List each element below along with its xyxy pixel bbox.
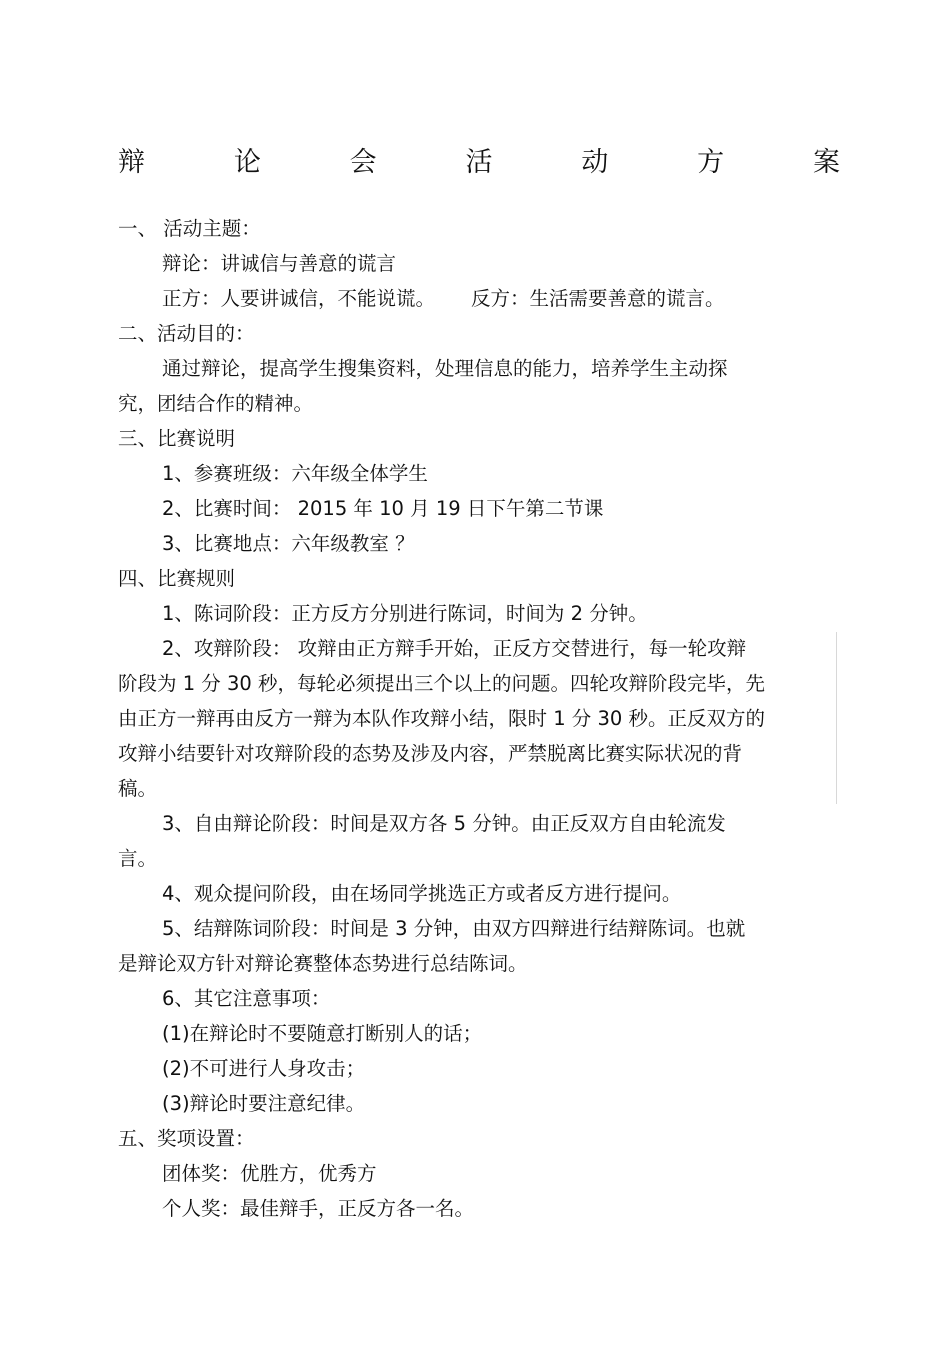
document-title [118, 143, 840, 183]
title-char: 活 [465, 147, 493, 178]
rule-item: 1、陈词阶段：正方反方分别进行陈词，时间为 2 分钟。 [162, 602, 648, 625]
section-heading-awards: 五、奖项设置： [118, 1127, 255, 1150]
rule-item: 5、结辩陈词阶段：时间是 3 分钟，由双方四辩进行结辩陈词。也就 [162, 917, 746, 940]
purpose-text: 究，团结合作的精神。 [118, 392, 314, 415]
title-char: 动 [581, 147, 609, 178]
award-item: 个人奖：最佳辩手，正反方各一名。 [162, 1197, 475, 1220]
title-char: 会 [349, 147, 377, 178]
note-item: (3)辩论时要注意纪律。 [162, 1092, 366, 1115]
title-char: 方 [697, 147, 725, 178]
rule-text: 攻辩小结要针对攻辩阶段的态势及涉及内容，严禁脱离比赛实际状况的背 [118, 742, 743, 765]
con-side: 反方：生活需要善意的谎言。 [471, 287, 725, 310]
section-heading-purpose: 二、活动目的： [118, 322, 255, 345]
rule-item: 2、攻辩阶段： 攻辩由正方辩手开始，正反方交替进行，每一轮攻辩 [162, 637, 747, 660]
rule-text: 由正方一辩再由反方一辩为本队作攻辩小结，限时 1 分 30 秒。正反双方的 [118, 707, 766, 730]
rule-item: 6、其它注意事项： [162, 987, 331, 1010]
title-char: 辩 [118, 147, 145, 178]
rule-text: 稿。 [118, 777, 158, 800]
award-item: 团体奖：优胜方，优秀方 [162, 1162, 377, 1185]
note-item: (2)不可进行人身攻击； [162, 1057, 366, 1080]
rule-item: 3、自由辩论阶段：时间是双方各 5 分钟。由正反双方自由轮流发 [162, 812, 726, 835]
rule-text: 阶段为 1 分 30 秒，每轮必须提出三个以上的问题。四轮攻辩阶段完毕，先 [118, 672, 766, 695]
rule-item: 4、观众提问阶段，由在场同学挑选正方或者反方进行提问。 [162, 882, 682, 905]
description-item: 2、比赛时间： 2015 年 10 月 19 日下午第二节课 [162, 497, 604, 520]
title-char: 论 [233, 147, 261, 178]
rule-text: 是辩论双方针对辩论赛整体态势进行总结陈词。 [118, 952, 528, 975]
debate-sides [118, 281, 830, 316]
note-item: (1)在辩论时不要随意打断别人的话； [162, 1022, 483, 1045]
description-item: 1、参赛班级：六年级全体学生 [162, 462, 428, 485]
margin-rule [836, 632, 837, 804]
section-heading-description: 三、比赛说明 [118, 427, 236, 450]
purpose-text: 通过辩论，提高学生搜集资料，处理信息的能力，培养学生主动探 [162, 357, 728, 380]
description-item: 3、比赛地点：六年级教室 ？ [162, 532, 415, 555]
section-heading-rules: 四、比赛规则 [118, 567, 236, 590]
rule-text: 言。 [118, 847, 158, 870]
debate-topic: 辩论：讲诚信与善意的谎言 [162, 252, 397, 275]
document-body [118, 211, 830, 1226]
section-heading-theme: 一、 活动主题： [118, 217, 261, 240]
title-char: 案 [812, 147, 840, 178]
pro-side: 正方：人要讲诚信，不能说谎。 [162, 287, 436, 310]
